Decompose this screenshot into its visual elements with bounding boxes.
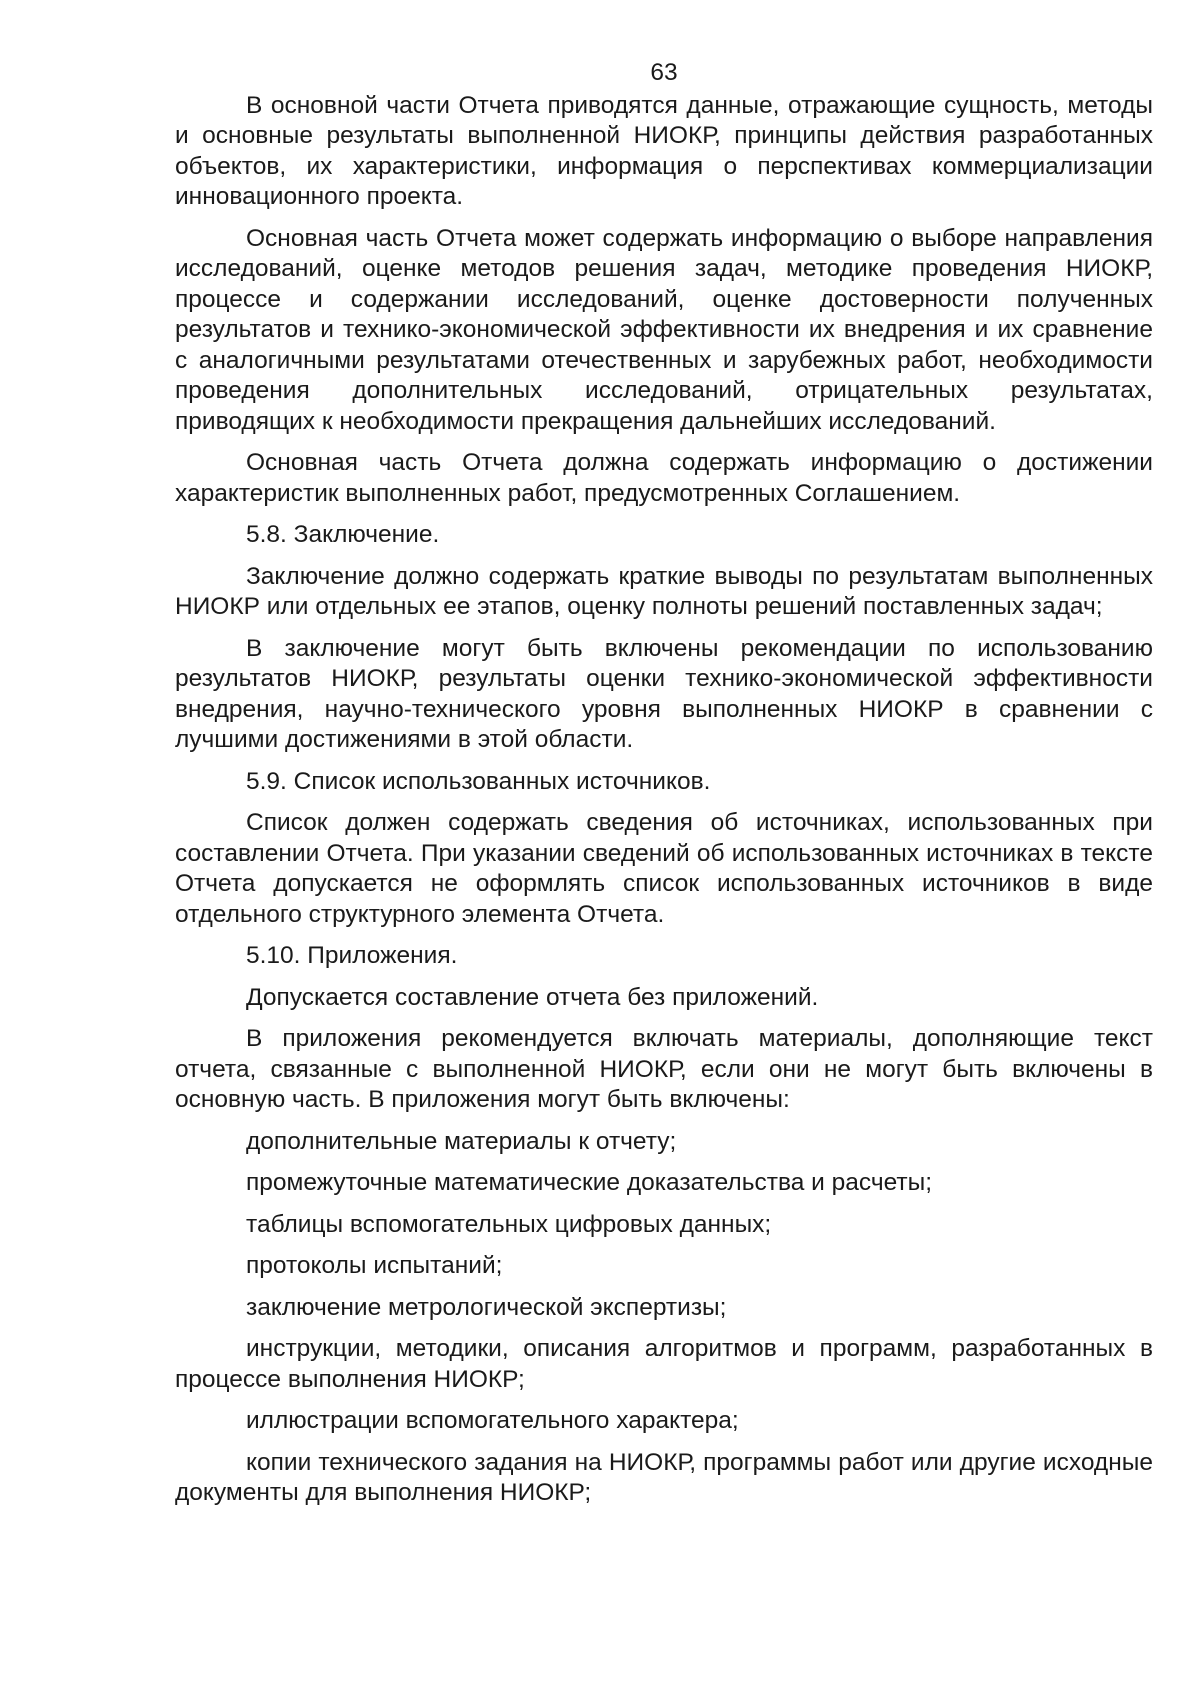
paragraph: В основной части Отчета приводятся данные, отражающие сущность, методы и основные результаты выполненной НИОКР, принципы действия разработанных объектов, их характеристики, информация о перспективах коммерциализации инновационного проекта.: [175, 91, 1153, 210]
list-item: инструкции, методики, описания алгоритмов и программ, разработанных в процессе выполнения НИОКР;: [175, 1335, 1153, 1393]
paragraph: В заключение могут быть включены рекомендации по использованию результатов НИОКР, результаты оценки технико-экономической эффективности внедрения, научно-технического уровня выполненных НИОКР в сравнении с лучшими достижениями в этой области.: [175, 634, 1153, 753]
list-item: промежуточные математические доказательства и расчеты;: [246, 1169, 933, 1196]
paragraph: Список должен содержать сведения об источниках, использованных при составлении Отчета. При указании сведений об использованных источниках в тексте Отчета допускается не оформлять список использованных источников в виде отдельного структурного элемента Отчета.: [175, 809, 1153, 928]
list-item: копии технического задания на НИОКР, программы работ или другие исходные документы для выполнения НИОКР;: [175, 1448, 1153, 1506]
section-heading-5-8: 5.8. Заключение.: [246, 521, 440, 548]
section-heading-5-10: 5.10. Приложения.: [246, 942, 458, 969]
list-item: иллюстрации вспомогательного характера;: [246, 1407, 739, 1434]
section-heading-5-9: 5.9. Список использованных источников.: [246, 767, 711, 795]
paragraph: Заключение должно содержать краткие выводы по результатам выполненных НИОКР или отдельных ее этапов, оценку полноты решений поставленных задач;: [175, 562, 1153, 620]
paragraph: Допускается составление отчета без приложений.: [246, 983, 819, 1011]
paragraph: Основная часть Отчета может содержать информацию о выборе направления исследований, оценке методов решения задач, методике проведения НИОКР, процессе и содержании исследований, оценке достоверности полученных результатов и технико-экономической эффективности их внедрения и их сравнение с аналогичными результатами отечественных и зарубежных работ, необходимости проведения дополнительных исследований, отрицательных результатах, приводящих к необходимости прекращения дальнейших исследований.: [175, 224, 1153, 435]
page-number: 63: [650, 59, 678, 86]
document-page: [175, 58, 1153, 1520]
paragraph: В приложения рекомендуется включать материалы, дополняющие текст отчета, связанные с выполненной НИОКР, если они не могут быть включены в основную часть. В приложения могут быть включены:: [175, 1025, 1153, 1113]
paragraph: Основная часть Отчета должна содержать информацию о достижении характеристик выполненных работ, предусмотренных Соглашением.: [175, 449, 1153, 507]
list-item: дополнительные материалы к отчету;: [246, 1127, 677, 1155]
appendix-list: [175, 1127, 1153, 1509]
list-item: протоколы испытаний;: [246, 1252, 503, 1279]
list-item: заключение метрологической экспертизы;: [246, 1293, 727, 1321]
list-item: таблицы вспомогательных цифровых данных;: [246, 1210, 772, 1238]
